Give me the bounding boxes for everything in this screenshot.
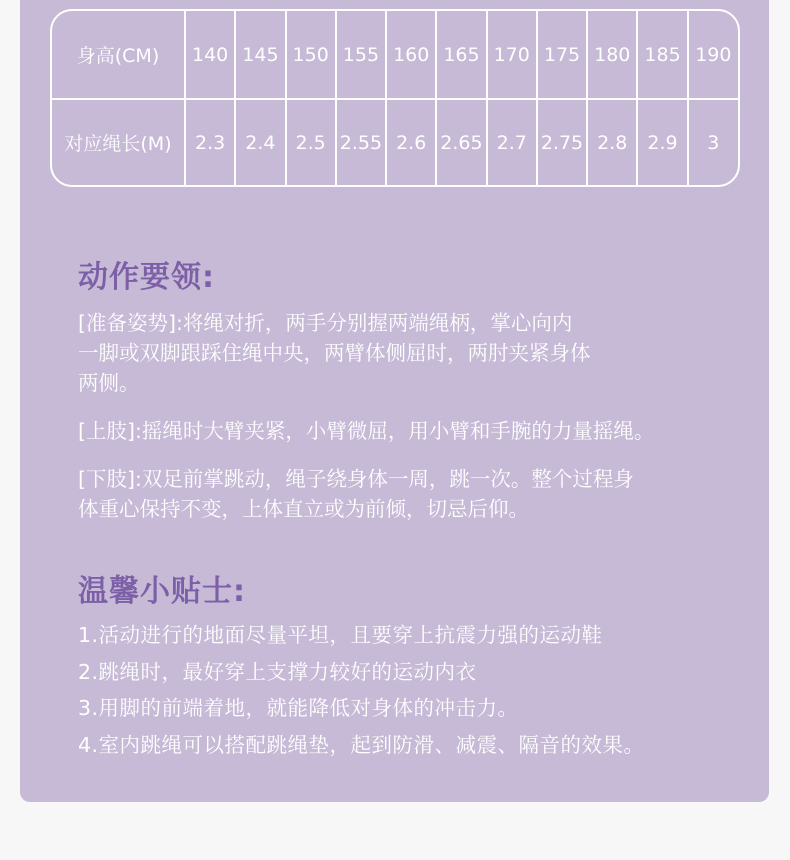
length-cell: 2.65: [436, 99, 486, 185]
height-cell: 155: [336, 11, 386, 99]
tip-item: 2.跳绳时，最好穿上支撑力较好的运动内衣: [78, 659, 477, 684]
tips-list: [78, 620, 645, 766]
height-cell: 170: [487, 11, 537, 99]
upper-limb-paragraph: [78, 416, 738, 446]
length-cell: 2.9: [637, 99, 687, 185]
prep-paragraph: [78, 308, 738, 398]
size-table-grid: [52, 11, 738, 185]
length-row: [52, 99, 738, 185]
lower-line: 体重心保持不变，上体直立或为前倾，切忌后仰。: [78, 497, 529, 521]
height-cell: 165: [436, 11, 486, 99]
length-cell: 2.5: [286, 99, 336, 185]
upper-line: [上肢]:摇绳时大臂夹紧，小臂微屈，用小臂和手腕的力量摇绳。: [78, 419, 655, 443]
lower-line: [下肢]:双足前掌跳动，绳子绕身体一周，跳一次。整个过程身: [78, 467, 634, 491]
prep-line: 两侧。: [78, 371, 140, 395]
length-cell: 2.3: [185, 99, 235, 185]
length-cell: 2.7: [487, 99, 537, 185]
lower-limb-paragraph: [78, 464, 738, 524]
height-cell: 160: [386, 11, 436, 99]
rope-size-table: [50, 9, 740, 187]
tip-item: 4.室内跳绳可以搭配跳绳垫，起到防滑、减震、隔音的效果。: [78, 732, 645, 757]
length-cell: 2.75: [537, 99, 587, 185]
tips-title: 温馨小贴士:: [78, 574, 246, 609]
height-cell: 150: [286, 11, 336, 99]
height-header: 身高(CM): [52, 11, 185, 99]
height-cell: 185: [637, 11, 687, 99]
length-cell: 2.8: [587, 99, 637, 185]
prep-line: [准备姿势]:将绳对折，两手分别握两端绳柄，掌心向内: [78, 311, 573, 335]
length-cell: 3: [707, 131, 720, 154]
prep-line: 一脚或双脚跟踩住绳中央，两臂体侧屈时，两肘夹紧身体: [78, 341, 591, 365]
height-cell: 175: [537, 11, 587, 99]
movement-title: 动作要领:: [78, 260, 215, 295]
height-cell: 180: [587, 11, 637, 99]
height-cell: 140: [185, 11, 235, 99]
length-cell: 2.6: [386, 99, 436, 185]
length-cell: 2.55: [336, 99, 386, 185]
length-header: 对应绳长(M): [52, 99, 185, 185]
height-row: [52, 11, 738, 99]
height-cell: 190: [688, 11, 738, 99]
content-card: [20, 0, 769, 802]
tip-item: 3.用脚的前端着地，就能降低对身体的冲击力。: [78, 696, 519, 720]
length-cell: 2.4: [235, 99, 285, 185]
tip-item: 1.活动进行的地面尽量平坦，且要穿上抗震力强的运动鞋: [78, 623, 603, 647]
height-cell: 145: [235, 11, 285, 99]
